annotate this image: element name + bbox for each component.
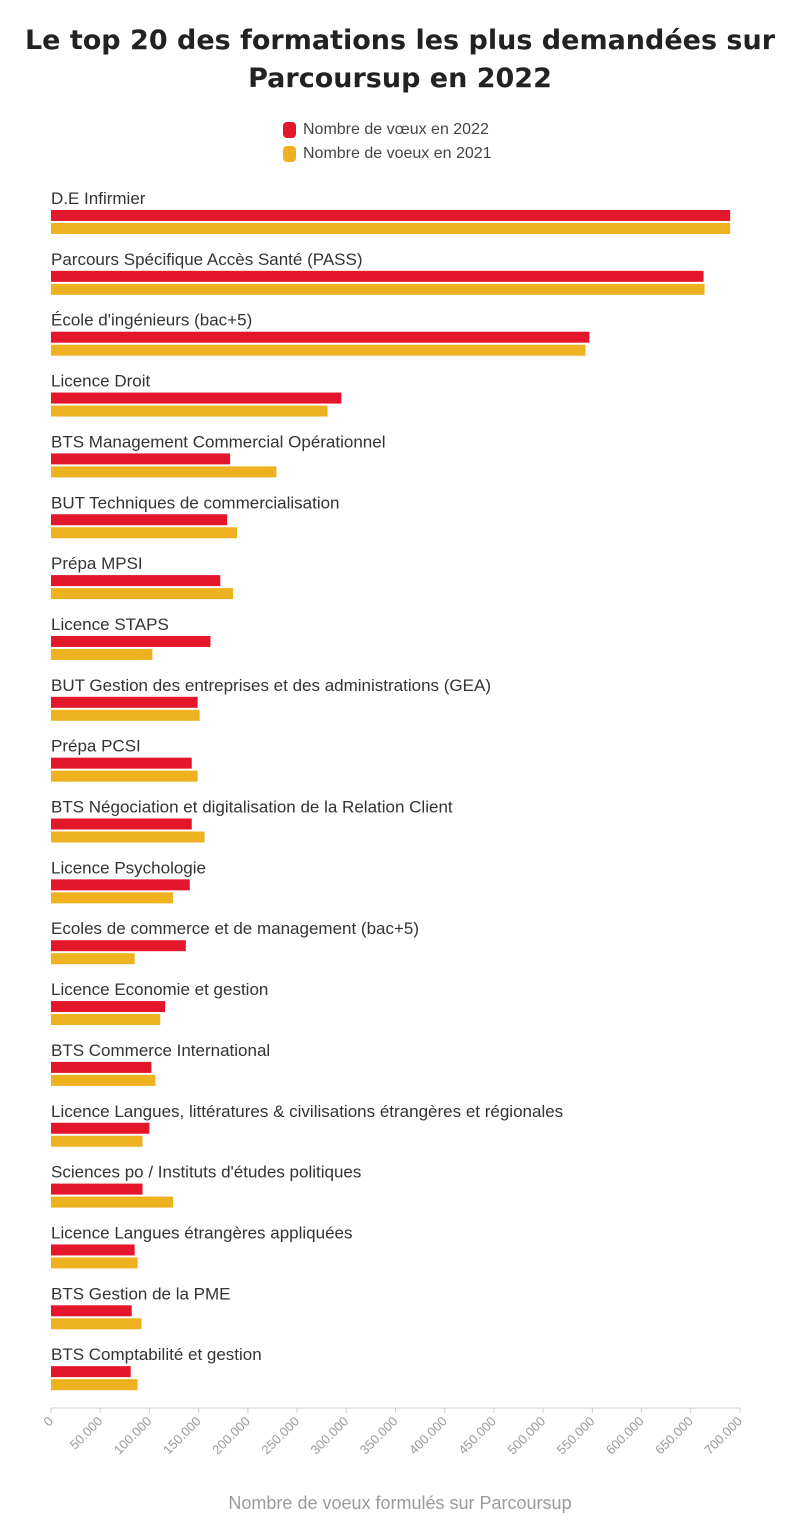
category-label: Parcours Spécifique Accès Santé (PASS) <box>51 249 363 269</box>
legend-label-2022: Nombre de vœux en 2022 <box>303 121 489 138</box>
bar-group-bts-negociation-et-digitalisation-de-la-relation-client <box>51 798 453 843</box>
bar-2021[interactable] <box>51 953 135 964</box>
bar-2022[interactable] <box>51 210 730 221</box>
category-label: BTS Commerce International <box>51 1040 271 1060</box>
bar-2022[interactable] <box>51 332 589 343</box>
bar-2022[interactable] <box>51 636 210 647</box>
x-tick-label: 400.000 <box>405 1413 450 1458</box>
bar-group-licence-langues-etrangeres-appliquees <box>51 1223 353 1268</box>
category-label: BUT Gestion des entreprises et des administrations (GEA) <box>51 675 491 695</box>
bar-group-ecoles-de-commerce-et-de-management-bac-5 <box>51 919 419 964</box>
category-label: BTS Gestion de la PME <box>51 1284 231 1304</box>
bar-group-d-e-infirmier <box>51 189 730 234</box>
x-tick-label: 650.000 <box>652 1413 696 1458</box>
category-label: Sciences po / Instituts d'études politiques <box>51 1162 362 1182</box>
category-label: Licence Langues, littératures & civilisations étrangères et régionales <box>51 1101 564 1121</box>
bar-group-licence-psychologie <box>51 858 206 903</box>
x-tick-label: 550.000 <box>553 1413 598 1458</box>
bar-2021[interactable] <box>51 223 730 234</box>
category-label: Licence Economie et gestion <box>51 980 269 1000</box>
x-tick-label: 450.000 <box>455 1413 500 1458</box>
bar-2021[interactable] <box>51 1014 160 1025</box>
bar-group-licence-staps <box>51 615 210 660</box>
bar-2022[interactable] <box>51 1123 149 1134</box>
bar-2022[interactable] <box>51 575 220 586</box>
bar-2022[interactable] <box>51 1184 143 1195</box>
category-label: Licence Langues étrangères appliquées <box>51 1223 353 1243</box>
bar-2022[interactable] <box>51 1001 165 1012</box>
x-tick-label: 0 <box>40 1413 57 1430</box>
x-tick-label: 150.000 <box>159 1413 204 1458</box>
bar-2022[interactable] <box>51 879 190 890</box>
bar-2021[interactable] <box>51 832 205 843</box>
bar-2022[interactable] <box>51 1062 151 1073</box>
bar-2022[interactable] <box>51 1366 131 1377</box>
bar-group-bts-management-commercial-operationnel <box>51 432 385 477</box>
bar-2021[interactable] <box>51 771 198 782</box>
bar-2021[interactable] <box>51 406 328 417</box>
category-label: Licence STAPS <box>51 614 169 634</box>
bar-2022[interactable] <box>51 453 230 464</box>
bar-group-parcours-specifique-acces-sante-pass <box>51 250 705 295</box>
category-label: École d'ingénieurs (bac+5) <box>51 310 253 330</box>
bar-group-ecole-d-ingenieurs-bac-5 <box>51 311 589 356</box>
x-tick-label: 600.000 <box>602 1413 647 1458</box>
bar-group-licence-economie-et-gestion <box>51 980 268 1025</box>
category-label: Licence Psychologie <box>51 858 206 878</box>
x-tick-label: 700.000 <box>701 1413 746 1458</box>
bar-group-licence-droit <box>51 372 341 417</box>
bar-2021[interactable] <box>51 710 200 721</box>
category-label: BTS Comptabilité et gestion <box>51 1345 262 1365</box>
bar-2021[interactable] <box>51 588 233 599</box>
bar-2021[interactable] <box>51 1197 173 1208</box>
x-tick-label: 250.000 <box>258 1413 303 1458</box>
bar-2022[interactable] <box>51 271 704 282</box>
x-axis-label: Nombre de voeux formulés sur Parcoursup <box>228 1493 572 1513</box>
bar-2022[interactable] <box>51 940 186 951</box>
x-tick-label: 100.000 <box>110 1413 155 1458</box>
bar-group-prepa-pcsi <box>51 737 198 782</box>
bar-2021[interactable] <box>51 892 173 903</box>
bar-2022[interactable] <box>51 1244 135 1255</box>
x-tick-label: 500.000 <box>504 1413 549 1458</box>
bar-2021[interactable] <box>51 345 585 356</box>
bar-2022[interactable] <box>51 1305 132 1316</box>
bar-2022[interactable] <box>51 697 198 708</box>
bar-2021[interactable] <box>51 466 276 477</box>
category-label: D.E Infirmier <box>51 189 146 208</box>
bar-2021[interactable] <box>51 1379 138 1390</box>
bar-group-but-techniques-de-commercialisation <box>51 493 340 538</box>
x-tick-label: 50.000 <box>66 1413 106 1453</box>
category-label: BTS Management Commercial Opérationnel <box>51 432 386 452</box>
bar-2021[interactable] <box>51 1075 155 1086</box>
bar-group-prepa-mpsi <box>51 554 233 599</box>
x-tick-label: 300.000 <box>307 1413 352 1458</box>
bar-group-bts-comptabilite-et-gestion <box>51 1345 262 1390</box>
category-label: BUT Techniques de commercialisation <box>51 493 340 513</box>
category-label: BTS Négociation et digitalisation de la Relation Client <box>51 797 453 817</box>
bar-2021[interactable] <box>51 1318 142 1329</box>
category-label: Licence Droit <box>51 371 151 391</box>
bar-2021[interactable] <box>51 649 152 660</box>
bar-group-bts-commerce-international <box>51 1041 270 1086</box>
bar-2021[interactable] <box>51 1257 138 1268</box>
bar-2021[interactable] <box>51 284 705 295</box>
chart-title: Le top 20 des formations les plus demandées sur Parcoursup en 2022 <box>24 25 776 94</box>
category-label: Prépa MPSI <box>51 554 143 574</box>
bar-group-licence-langues-litteratures-civilisations-etrangeres-et-regionales <box>51 1102 563 1147</box>
bar-group-but-gestion-des-entreprises-et-des-administrations-gea <box>51 676 491 721</box>
bar-2022[interactable] <box>51 819 192 830</box>
bar-group-bts-gestion-de-la-pme <box>51 1284 231 1329</box>
category-label: Prépa PCSI <box>51 736 141 756</box>
bar-2022[interactable] <box>51 393 341 404</box>
bar-2021[interactable] <box>51 1136 143 1147</box>
bar-2022[interactable] <box>51 514 227 525</box>
bar-2021[interactable] <box>51 527 237 538</box>
x-tick-label: 350.000 <box>356 1413 401 1458</box>
bar-2022[interactable] <box>51 758 192 769</box>
x-tick-label: 200.000 <box>209 1413 253 1458</box>
bar-group-sciences-po-instituts-d-etudes-politiques <box>51 1163 361 1208</box>
legend-label-2021: Nombre de voeux en 2021 <box>303 145 492 162</box>
category-label: Ecoles de commerce et de management (bac+5) <box>51 919 420 939</box>
